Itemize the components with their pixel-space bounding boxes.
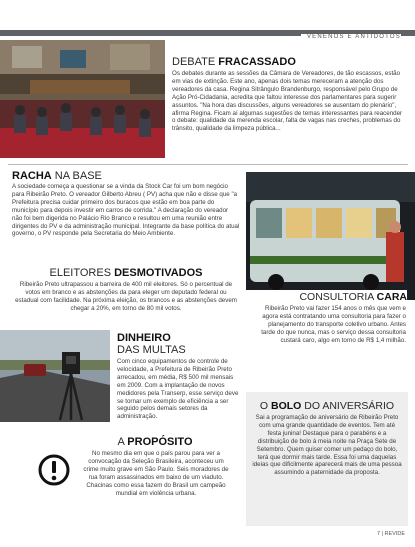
bolo-text: Sai a programação de aniversário de Ribeirão Preto com uma grande quantidade de eventos. Tem até festa junina! Destaque para o parabéns e a distribuição de bolo à meia noite na Praça Sete de Setembro. Quem quiser comer um pedaço do bolo, terá que dormir mais tarde. Essa foi uma daquelas ideias que dificilmente aparecerá mais de uma pessoa assumindo a paternidade da proposta. [252, 414, 402, 477]
page-footer [377, 531, 405, 537]
consultoria-text: Ribeirão Preto vai fazer 154 anos o mês que vem e agora está contratando uma consultoria para fazer o planejamento do transporte coletivo urbano. Antes tarde do que nunca, mas o serviço dessa consultoria custará caro, algo em torno de R$ 1,4 milhão. [261, 305, 406, 344]
alert-icon [38, 454, 70, 486]
footer-separator: | [381, 531, 385, 537]
debate-title: DEBATE FRACASSADO [172, 56, 296, 68]
bus-photo [246, 172, 415, 300]
proposito-text: No mesmo dia em que o país parou para ver a convocação da Seleção Brasileira, aconteceu um crime muito grave em São Paulo. Seis moradores de rua foram assassinados em baixo de um viaduto. Chacinas como essa fazem do Brasil um campeão mundial em violência urbana. [83, 450, 229, 497]
speed-radar-photo [0, 330, 110, 422]
page-number: 7 [376, 531, 381, 537]
bolo-title: O BOLO DO ANIVERSÁRIO [259, 400, 395, 412]
proposito-title: A PROPÓSITO [117, 436, 193, 448]
racha-text: A sociedade começa a questionar se a vinda da Stock Car foi um bom negócio para Ribeirão Preto. O vereador Gilberto Abreu ( PV) acha que não e disse que "a Prefeitura precisa cuidar primeiro dos buracos que estão em boa parte do município para depois investir em carros de corrida." A declaração do vereador não foi bem digerida no Palácio Rio Branco e resultou em uma reunião entre dirigentes do PV e da administração municipal. Integrante da base política do atual governo, o PV responde pela Secretaria do Meio Ambiente. [12, 183, 240, 238]
dinheiro-title: DINHEIRO DAS MULTAS [117, 332, 186, 356]
eleitores-title: ELEITORES DESMOTIVADOS [49, 267, 203, 279]
section-label: VENENOS E ANTÍDOTOS [301, 34, 401, 40]
council-chamber-photo [0, 40, 165, 158]
divider [8, 164, 408, 165]
dinheiro-text: Com cinco equipamentos de controle de velocidade, a Prefeitura de Ribeirão Preto arrecadou, em média, R$ 500 mil mensais em 2009. Com a implantação de novos medidores pela Transerp, esse serviço deve se tornar um exemplo de eficiência a ser seguido pelos demais setores da administração. [117, 358, 239, 421]
racha-title: RACHA NA BASE [12, 170, 102, 182]
brand-name: REVIDE [384, 531, 405, 537]
debate-text: Os debates durante as sessões da Câmara de Vereadores, de tão escassos, estão em vias de extinção. Este ano, apenas dois temas mereceram a atenção dos vereadores da casa. Regina Sitrângulo Brandenburgo, responsável pelo Grupo de Ação Pró-Cidadania, acredita que faltou interesse dos parlamentares para sugerir assuntos. "Na hora das discussões, alguns vereadores se ausentam do plenário", afirma Regina. Ficam aí algumas sugestões de temas interessantes para reacender o debate: qualidade da merenda escolar, falta de vagas nas creches, problemas do trânsito, qualidade da limpeza pública... [172, 70, 403, 133]
eleitores-text: Ribeirão Preto ultrapassou a barreira de 400 mil eleitores. Só o percentual de votos em branco e as abstenções da para eleger um deputado federal ou estadual com facilidade. Na próxima eleição, os brancos e as abstenções devem chegar a 20%, em torno de 80 mil votos. [15, 281, 237, 312]
consultoria-title: CONSULTORIA CARA [246, 290, 407, 303]
